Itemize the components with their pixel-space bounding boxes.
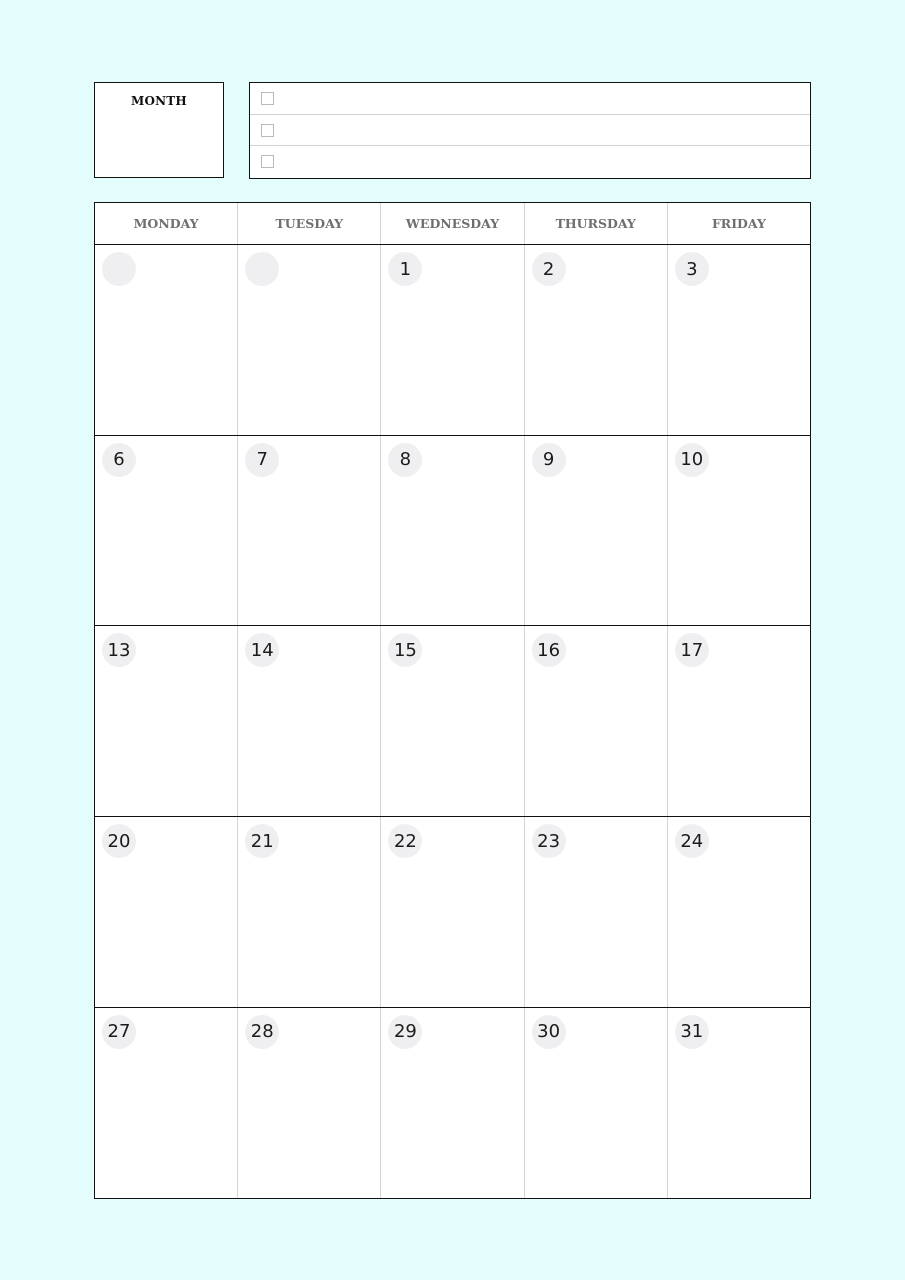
weekday-wednesday: WEDNESDAY (381, 203, 524, 244)
todo-item[interactable] (250, 146, 810, 178)
day-cell[interactable] (525, 626, 668, 816)
calendar-grid (94, 202, 811, 1199)
day-number: 3 (675, 252, 709, 286)
day-cell[interactable] (525, 1008, 668, 1199)
day-number: 2 (532, 252, 566, 286)
day-cell[interactable] (95, 245, 238, 435)
week-row (95, 817, 810, 1008)
day-cell[interactable] (668, 1008, 810, 1199)
todo-checkbox[interactable] (261, 124, 274, 137)
day-cell[interactable] (668, 626, 810, 816)
weekday-header (95, 203, 810, 245)
weekday-monday: MONDAY (95, 203, 238, 244)
day-cell[interactable] (668, 245, 810, 435)
day-cell[interactable] (381, 436, 524, 626)
day-cell[interactable] (381, 626, 524, 816)
day-number: 13 (102, 633, 136, 667)
day-number: 23 (532, 824, 566, 858)
day-cell[interactable] (668, 817, 810, 1007)
day-number: 30 (532, 1015, 566, 1049)
day-cell[interactable] (238, 436, 381, 626)
day-cell[interactable] (525, 817, 668, 1007)
day-number: 15 (388, 633, 422, 667)
day-number: 1 (388, 252, 422, 286)
day-cell[interactable] (238, 626, 381, 816)
day-number: 28 (245, 1015, 279, 1049)
day-cell[interactable] (381, 245, 524, 435)
todo-checkbox[interactable] (261, 155, 274, 168)
todo-item[interactable] (250, 115, 810, 147)
day-number (245, 252, 279, 286)
todo-list (249, 82, 811, 179)
day-cell[interactable] (95, 1008, 238, 1199)
day-number: 8 (388, 443, 422, 477)
day-number: 9 (532, 443, 566, 477)
month-label: MONTH (131, 94, 187, 108)
day-cell[interactable] (525, 436, 668, 626)
weekday-friday: FRIDAY (711, 216, 766, 231)
day-cell[interactable] (381, 1008, 524, 1199)
day-number (102, 252, 136, 286)
week-row (95, 245, 810, 436)
weekday-thursday: THURSDAY (525, 203, 668, 244)
todo-checkbox[interactable] (261, 92, 274, 105)
day-cell[interactable] (668, 436, 810, 626)
week-row (95, 626, 810, 817)
day-number: 29 (388, 1015, 422, 1049)
day-number: 14 (245, 633, 279, 667)
day-cell[interactable] (238, 1008, 381, 1199)
day-cell[interactable] (238, 245, 381, 435)
day-number: 24 (675, 824, 709, 858)
todo-item[interactable] (250, 83, 810, 115)
week-row (95, 436, 810, 627)
day-number: 6 (102, 443, 136, 477)
day-number: 31 (675, 1015, 709, 1049)
day-cell[interactable] (95, 626, 238, 816)
day-cell[interactable] (238, 817, 381, 1007)
day-cell[interactable] (381, 817, 524, 1007)
day-number: 22 (388, 824, 422, 858)
day-cell[interactable] (525, 245, 668, 435)
day-number: 21 (245, 824, 279, 858)
weekday-tuesday: TUESDAY (238, 203, 381, 244)
day-number: 20 (102, 824, 136, 858)
week-row (95, 1008, 810, 1199)
day-number: 7 (245, 443, 279, 477)
day-number: 16 (532, 633, 566, 667)
day-cell[interactable] (95, 817, 238, 1007)
day-number: 17 (675, 633, 709, 667)
day-cell[interactable] (95, 436, 238, 626)
month-box (94, 82, 224, 178)
day-number: 10 (675, 443, 709, 477)
day-number: 27 (102, 1015, 136, 1049)
